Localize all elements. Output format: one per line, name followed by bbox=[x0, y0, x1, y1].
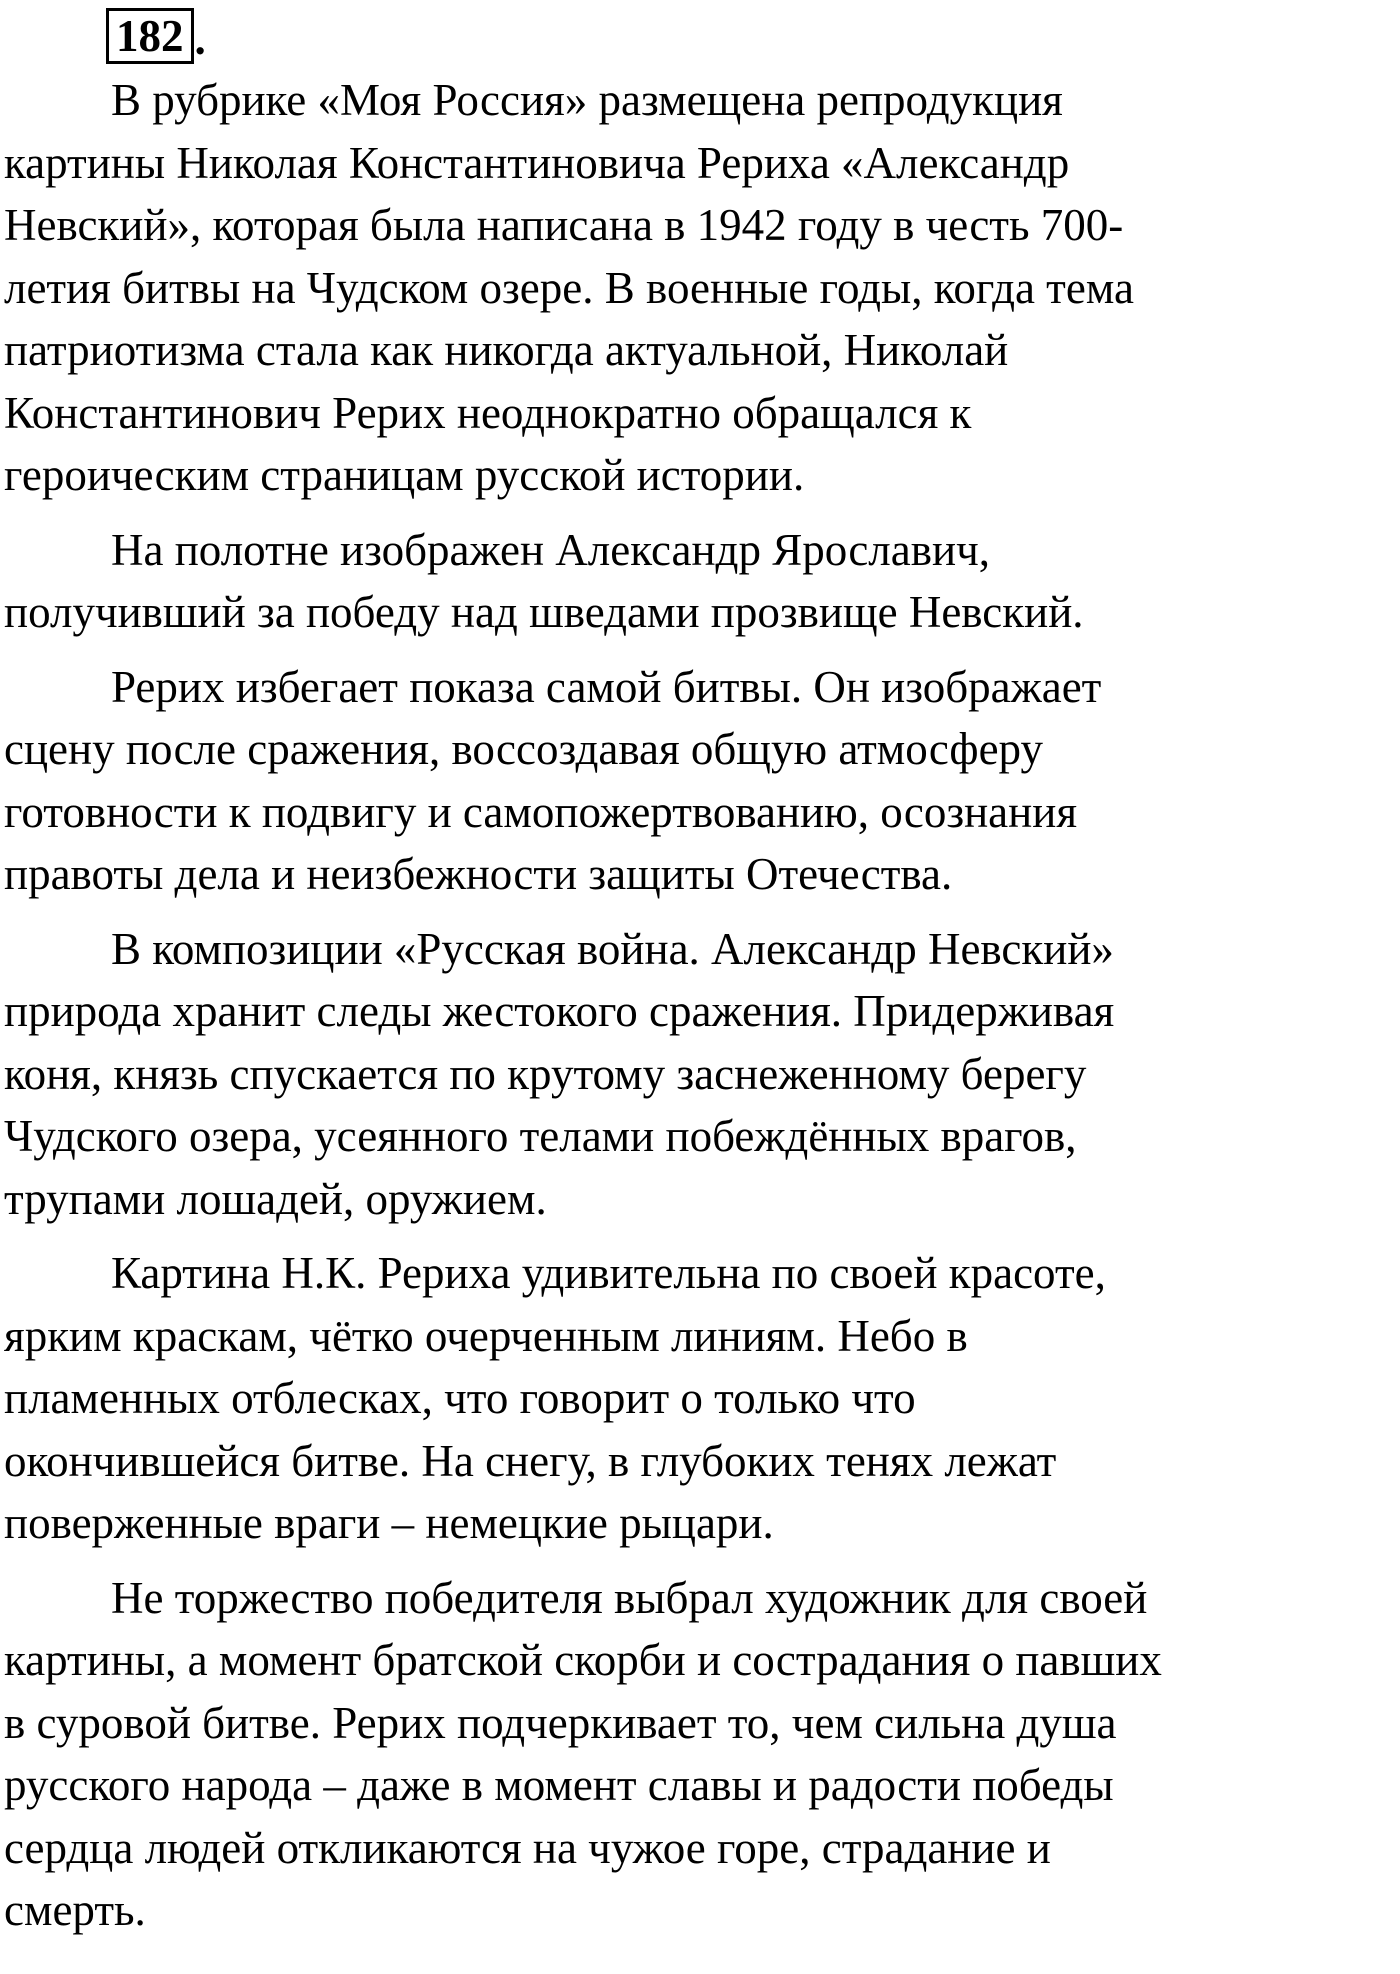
text-line: Константинович Рерих неоднократно обращался к bbox=[4, 387, 972, 438]
text-line: сцену после сражения, воссоздавая общую атмосферу bbox=[4, 724, 1043, 774]
text-line: правоты дела и неизбежности защиты Отечества. bbox=[4, 849, 953, 899]
text-line: в суровой битве. Рерих подчеркивает то, чем сильна душа bbox=[4, 1697, 1117, 1748]
text-line: сердца людей откликаются на чужое горе, страдание и bbox=[4, 1822, 1051, 1873]
text-line: Картина Н.К. Рериха удивительна по своей красоте, bbox=[111, 1248, 1106, 1298]
exercise-text bbox=[4, 69, 1400, 1942]
exercise-header bbox=[106, 8, 1400, 64]
exercise-number-dot: . bbox=[194, 14, 206, 64]
text-line: окончившейся битве. На снегу, в глубоких тенях лежат bbox=[4, 1435, 1057, 1486]
paragraph bbox=[4, 1242, 1400, 1555]
text-line: поверженные враги – немецкие рыцари. bbox=[4, 1498, 774, 1548]
text-line: Не торжество победителя выбрал художник для своей bbox=[111, 1572, 1148, 1623]
text-line: патриотизма стала как никогда актуальной, Николай bbox=[4, 325, 1009, 375]
text-line: пламенных отблесках, что говорит о только что bbox=[4, 1373, 916, 1423]
text-line: получивший за победу над шведами прозвище Невский. bbox=[4, 587, 1084, 637]
text-line: природа хранит следы жестокого сражения. Придерживая bbox=[4, 986, 1115, 1036]
text-line: картины Николая Константиновича Рериха «Александр bbox=[4, 137, 1070, 188]
text-line: ярким краскам, чётко очерченным линиям. Небо в bbox=[4, 1310, 968, 1361]
text-line: героическим страницам русской истории. bbox=[4, 450, 805, 500]
paragraph bbox=[4, 918, 1400, 1231]
text-line: русского народа – даже в момент славы и радости победы bbox=[4, 1760, 1114, 1810]
text-line: готовности к подвигу и самопожертвованию, осознания bbox=[4, 786, 1078, 837]
text-line: Рерих избегает показа самой битвы. Он изображает bbox=[111, 661, 1102, 712]
paragraph bbox=[4, 656, 1400, 906]
text-line: Чудского озера, усеянного телами побеждённых врагов, bbox=[4, 1111, 1077, 1161]
text-line: Невский», которая была написана в 1942 году в честь 700- bbox=[4, 200, 1124, 250]
text-line: В рубрике «Моя Россия» размещена репродукция bbox=[111, 75, 1063, 125]
text-line: смерть. bbox=[4, 1885, 146, 1935]
paragraph bbox=[4, 1567, 1400, 1942]
text-line: летия битвы на Чудском озере. В военные годы, когда тема bbox=[4, 262, 1134, 313]
text-line: коня, князь спускается по крутому заснеженному берегу bbox=[4, 1048, 1087, 1099]
paragraph bbox=[4, 69, 1400, 507]
text-line: картины, а момент братской скорби и сострадания о павших bbox=[4, 1635, 1162, 1685]
text-line: В композиции «Русская война. Александр Невский» bbox=[111, 923, 1114, 974]
paragraph bbox=[4, 519, 1400, 644]
text-line: На полотне изображен Александр Ярославич, bbox=[111, 524, 990, 575]
text-line: трупами лошадей, оружием. bbox=[4, 1173, 547, 1224]
exercise-number-box: 182 bbox=[106, 8, 194, 64]
